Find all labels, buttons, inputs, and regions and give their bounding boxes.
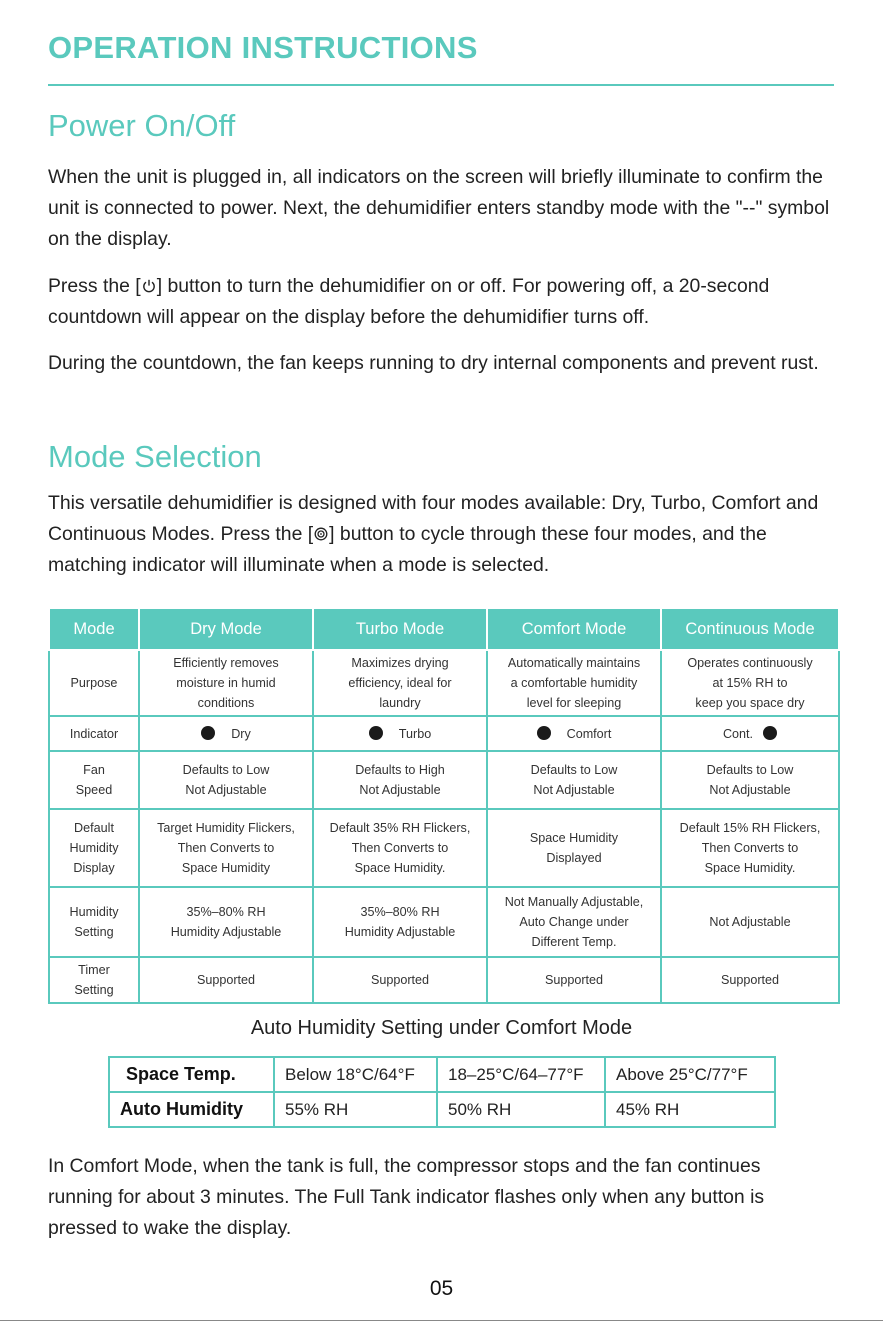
mode-table-row xyxy=(49,751,839,809)
table-cell: Target Humidity Flickers, Then Converts to Space Humidity xyxy=(139,809,313,887)
indicator-label: Cont. xyxy=(722,726,754,741)
mode-table-header: Dry Mode xyxy=(139,609,313,650)
table-cell: Above 25°C/77°F xyxy=(605,1057,775,1092)
table-cell: Defaults to Low Not Adjustable xyxy=(661,751,839,809)
indicator-dot-icon xyxy=(763,726,777,740)
power-paragraph-1: When the unit is plugged in, all indicators on the screen will briefly illuminate to confirm the unit is connected to power. Next, the dehumidifier enters standby mode with the "--" symbol on the display. xyxy=(48,166,830,250)
table-cell: 35%–80% RH Humidity Adjustable xyxy=(313,887,487,957)
mode-table xyxy=(48,609,840,1004)
auto-humidity-heading: Auto Humidity Setting under Comfort Mode xyxy=(250,1017,633,1039)
auto-humidity-row-humidity xyxy=(109,1092,775,1127)
table-cell: Supported xyxy=(487,957,661,1003)
row-label-default-humidity-display: Default Humidity Display xyxy=(49,809,139,887)
mode-paragraph-start: This versatile dehumidifier is designed with four modes available: Dry, Turbo, Comfort and Continuous Modes. Press the [ xyxy=(48,492,819,545)
row-label-indicator: Indicator xyxy=(49,716,139,751)
power-section-heading: Power On/Off xyxy=(48,108,236,143)
indicator-dot-icon xyxy=(537,726,551,740)
row-label-purpose: Purpose xyxy=(49,650,139,716)
table-cell: Supported xyxy=(313,957,487,1003)
auto-humidity-label: Auto Humidity xyxy=(109,1092,274,1127)
row-label-humidity-setting: Humidity Setting xyxy=(49,887,139,957)
table-cell: Below 18°C/64°F xyxy=(274,1057,437,1092)
power-paragraph-3: During the countdown, the fan keeps running to dry internal components and prevent rust. xyxy=(48,352,819,374)
indicator-cell-comfort xyxy=(487,716,661,751)
row-label-fan-speed: Fan Speed xyxy=(49,751,139,809)
table-cell: Operates continuously at 15% RH to keep you space dry xyxy=(661,650,839,716)
space-temp-label: Space Temp. xyxy=(109,1057,274,1092)
table-cell: Supported xyxy=(661,957,839,1003)
indicator-dot-icon xyxy=(201,726,215,740)
table-cell: Automatically maintains a comfortable humidity level for sleeping xyxy=(487,650,661,716)
auto-humidity-table xyxy=(108,1056,776,1128)
indicator-dot-icon xyxy=(369,726,383,740)
power-paragraph-2-end: ] button to turn the dehumidifier on or off. For powering off, a 20-second countdown will appear on the display before the dehumidifier turns off. xyxy=(48,275,770,328)
mode-table-header: Continuous Mode xyxy=(661,609,839,650)
mode-table-header: Comfort Mode xyxy=(487,609,661,650)
mode-section-heading: Mode Selection xyxy=(48,439,262,474)
table-cell: 50% RH xyxy=(437,1092,605,1127)
page-number: 05 xyxy=(429,1277,454,1300)
table-cell: Space Humidity Displayed xyxy=(487,809,661,887)
table-cell: Not Manually Adjustable, Auto Change under Different Temp. xyxy=(487,887,661,957)
table-cell: 35%–80% RH Humidity Adjustable xyxy=(139,887,313,957)
indicator-cell-turbo xyxy=(313,716,487,751)
table-cell: Default 35% RH Flickers, Then Converts to Space Humidity. xyxy=(313,809,487,887)
title-divider xyxy=(48,84,834,86)
mode-table-row xyxy=(49,650,839,716)
mode-paragraph-end: ] button to cycle through these four modes, and the matching indicator will illuminate when a mode is selected. xyxy=(48,523,767,576)
mode-table-row xyxy=(49,957,839,1003)
page-title: OPERATION INSTRUCTIONS xyxy=(48,30,478,65)
mode-table-header-row xyxy=(49,609,839,650)
auto-humidity-row-temp xyxy=(109,1057,775,1092)
bottom-divider xyxy=(0,1320,883,1321)
table-cell: Maximizes drying efficiency, ideal for laundry xyxy=(313,650,487,716)
table-cell: 45% RH xyxy=(605,1092,775,1127)
table-cell: Efficiently removes moisture in humid conditions xyxy=(139,650,313,716)
comfort-note-paragraph: In Comfort Mode, when the tank is full, the compressor stops and the fan continues running for about 3 minutes. The Full Tank indicator flashes only when any button is pressed to wake the display. xyxy=(48,1155,765,1239)
power-paragraph-2-start: Press the [ xyxy=(48,275,141,297)
indicator-cell-continuous xyxy=(661,716,839,751)
mode-table-header: Turbo Mode xyxy=(313,609,487,650)
power-icon xyxy=(142,279,156,293)
table-cell: 18–25°C/64–77°F xyxy=(437,1057,605,1092)
table-cell: Default 15% RH Flickers, Then Converts to Space Humidity. xyxy=(661,809,839,887)
row-label-timer-setting: Timer Setting xyxy=(49,957,139,1003)
table-cell: Supported xyxy=(139,957,313,1003)
table-cell: 55% RH xyxy=(274,1092,437,1127)
indicator-cell-dry xyxy=(139,716,313,751)
mode-icon xyxy=(314,527,328,541)
indicator-label: Dry xyxy=(231,726,251,741)
indicator-label: Turbo xyxy=(398,726,432,741)
mode-table-row xyxy=(49,809,839,887)
indicator-label: Comfort xyxy=(566,726,612,741)
table-cell: Defaults to High Not Adjustable xyxy=(313,751,487,809)
mode-table-header: Mode xyxy=(49,609,139,650)
table-cell: Not Adjustable xyxy=(661,887,839,957)
table-cell: Defaults to Low Not Adjustable xyxy=(487,751,661,809)
mode-paragraph xyxy=(48,488,848,581)
table-cell: Defaults to Low Not Adjustable xyxy=(139,751,313,809)
mode-table-row xyxy=(49,716,839,751)
mode-table-row xyxy=(49,887,839,957)
power-paragraph-2 xyxy=(48,271,838,333)
